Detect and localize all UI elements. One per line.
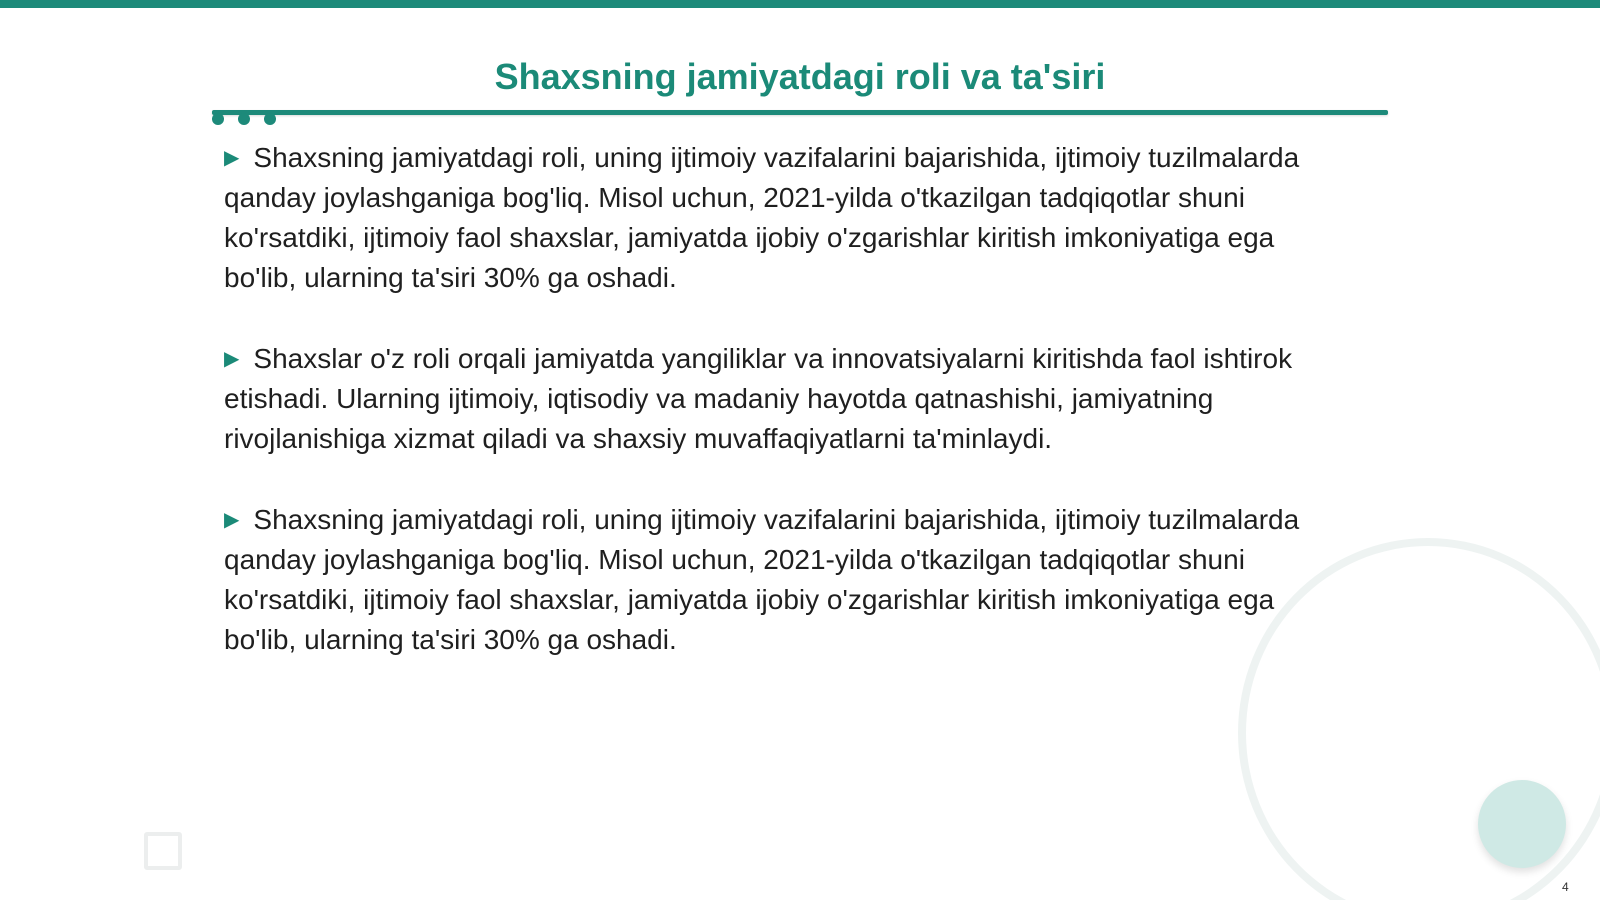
underline-dot <box>212 113 224 125</box>
top-accent-bar <box>0 0 1600 8</box>
bullet-item <box>224 339 1324 459</box>
title-underline <box>212 110 1388 115</box>
slide-title: Shaxsning jamiyatdagi roli va ta'siri <box>494 56 1106 97</box>
decorative-square <box>144 832 182 870</box>
bullet-list <box>224 138 1324 701</box>
bullet-text: Shaxslar o'z roli orqali jamiyatda yangiliklar va innovatsiyalarni kiritishda faol ishtirok etishadi. Ularning ijtimoiy, iqtisodiy va madaniy hayotda qatnashishi, jamiyatning rivojlanishiga xizmat qiladi va shaxsiy muvaffaqiyatlarni ta'minlaydi. <box>224 343 1293 454</box>
underline-dot <box>264 113 276 125</box>
triangle-bullet-icon: ▶ <box>224 147 240 169</box>
underline-dot <box>238 113 250 125</box>
bullet-text: Shaxsning jamiyatdagi roli, uning ijtimoiy vazifalarini bajarishida, ijtimoiy tuzilmalarda qanday joylashganiga bog'liq. Misol uchun, 2021-yilda o'tkazilgan tadqiqotlar shuni ko'rsatdiki, ijtimoiy faol shaxslar, jamiyatda ijobiy o'zgarishlar kiritish imkoniyatiga ega bo'lib, ularning ta'siri 30% ga oshadi. <box>224 142 1300 293</box>
page-number: 4 <box>1562 880 1569 894</box>
bullet-item <box>224 500 1324 660</box>
bullet-text: Shaxsning jamiyatdagi roli, uning ijtimoiy vazifalarini bajarishida, ijtimoiy tuzilmalarda qanday joylashganiga bog'liq. Misol uchun, 2021-yilda o'tkazilgan tadqiqotlar shuni ko'rsatdiki, ijtimoiy faol shaxslar, jamiyatda ijobiy o'zgarishlar kiritish imkoniyatiga ega bo'lib, ularning ta'siri 30% ga oshadi. <box>224 504 1300 655</box>
bullet-item <box>224 138 1324 298</box>
triangle-bullet-icon: ▶ <box>224 348 240 370</box>
decorative-circle <box>1478 780 1566 868</box>
triangle-bullet-icon: ▶ <box>224 509 240 531</box>
